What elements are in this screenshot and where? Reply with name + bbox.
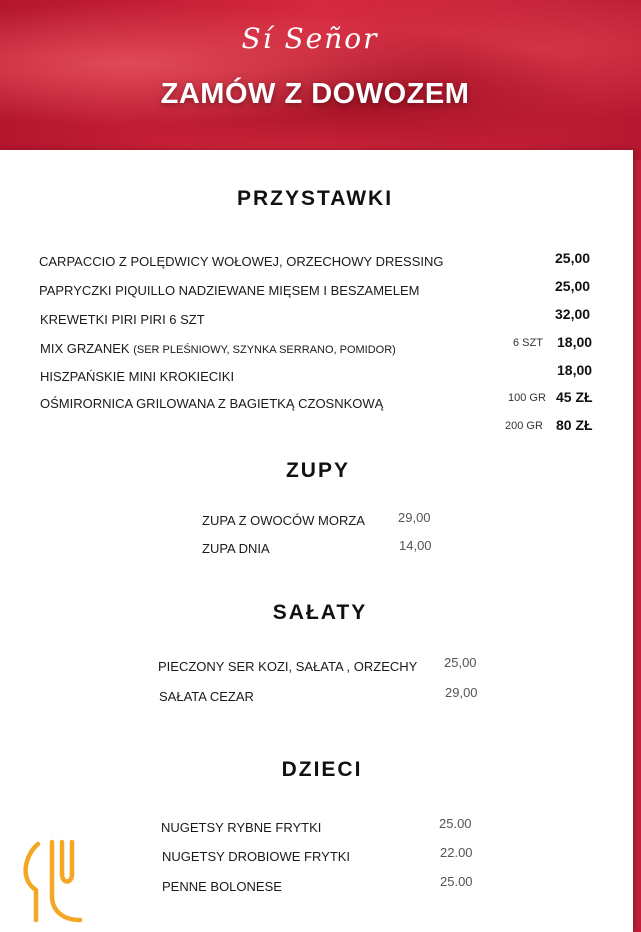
menu-item-note: (SER PLEŚNIOWY, SZYNKA SERRANO, POMIDOR) — [133, 344, 396, 356]
brand-name: Sí Señor — [241, 22, 379, 55]
menu-item-qty: 100 GR — [508, 392, 546, 404]
menu-item-name: ZUPA DNIA — [202, 541, 270, 556]
menu-item-qty: 6 SZT — [513, 337, 543, 349]
menu-item-price: 32,00 — [555, 306, 591, 322]
header-banner — [0, 0, 641, 160]
menu-item-name: SAŁATA CEZAR — [159, 689, 254, 704]
menu-item-price: 25,00 — [555, 278, 591, 294]
menu-item-price: 22.00 — [440, 845, 473, 860]
menu-item-name: ZUPA Z OWOCÓW MORZA — [202, 513, 365, 528]
section-title-salaty: SAŁATY — [272, 601, 368, 624]
menu-item-name — [40, 341, 396, 356]
menu-item-price: 18,00 — [557, 362, 593, 378]
menu-item-price: 29,00 — [445, 685, 478, 700]
menu-item-name-main: MIX GRZANEK — [40, 341, 130, 356]
menu-item-name: PAPRYCZKI PIQUILLO NADZIEWANE MIĘSEM I BESZAMELEM — [39, 283, 420, 298]
menu-item-name: PIECZONY SER KOZI, SAŁATA , ORZECHY — [158, 659, 418, 674]
fork-knife-logo-icon — [16, 836, 90, 926]
page-title: ZAMÓW Z DOWOZEM — [160, 78, 470, 110]
menu-item-price: 25,00 — [555, 250, 591, 266]
menu-item-name: NUGETSY DROBIOWE FRYTKI — [162, 849, 351, 864]
menu-item-price: 25,00 — [444, 655, 477, 670]
section-title-zupy: ZUPY — [285, 459, 350, 482]
section-title-przystawki: PRZYSTAWKI — [236, 187, 394, 210]
menu-item-price: 18,00 — [557, 334, 593, 350]
menu-item-name: NUGETSY RYBNE FRYTKI — [161, 820, 322, 835]
menu-item-name: KREWETKI PIRI PIRI 6 SZT — [40, 312, 205, 327]
section-title-dzieci: DZIECI — [281, 758, 363, 781]
menu-item-name: CARPACCIO Z POLĘDWICY WOŁOWEJ, ORZECHOWY DRESSING — [39, 254, 444, 269]
menu-item-price: 14,00 — [399, 538, 432, 553]
menu-item-price: 25.00 — [440, 874, 473, 889]
menu-item-price: 45 ZŁ — [556, 389, 593, 405]
menu-item-price: 80 ZŁ — [556, 417, 593, 433]
menu-item-price: 29,00 — [398, 510, 431, 525]
menu-item-price: 25.00 — [439, 816, 472, 831]
menu-item-name: OŚMIRORNICA GRILOWANA Z BAGIETKĄ CZOSNKOWĄ — [40, 396, 384, 411]
menu-item-qty: 200 GR — [505, 420, 543, 432]
menu-item-name: HISZPAŃSKIE MINI KROKIECIKI — [40, 369, 235, 384]
menu-item-name: PENNE BOLONESE — [162, 879, 282, 894]
